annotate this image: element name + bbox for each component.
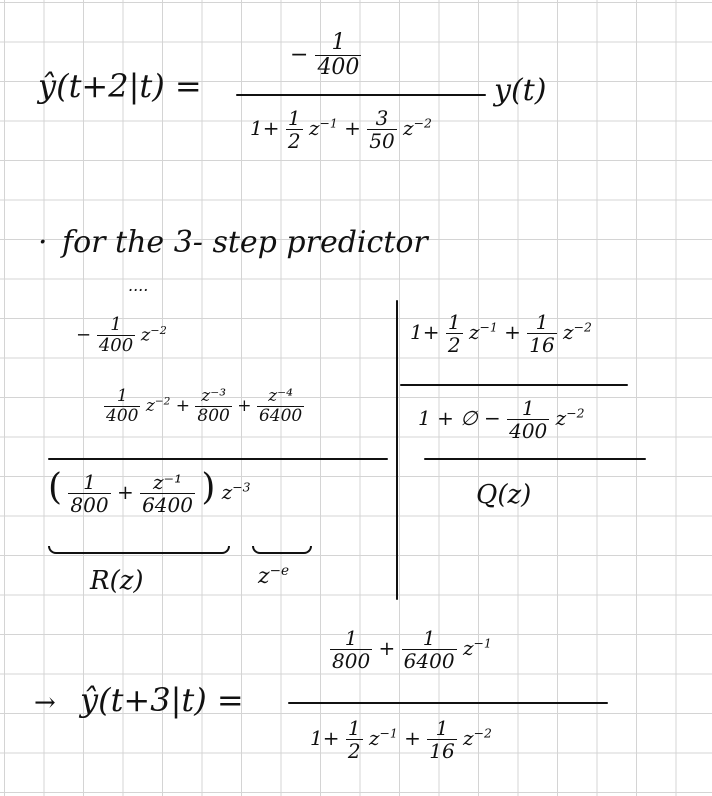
- divisor-f1-n: 1: [447, 310, 461, 334]
- eq1-den-z2: z: [403, 116, 414, 140]
- divisor-z1: z: [468, 320, 480, 344]
- sub-frac1: [104, 388, 140, 425]
- eq2-den-f2-d: 16: [429, 739, 455, 763]
- eq2-denominator: [310, 718, 492, 761]
- res-f1-d: 800: [70, 493, 109, 517]
- sub-p2: +: [237, 396, 252, 416]
- eq2-den-frac1: [346, 718, 363, 761]
- division-dots: ....: [128, 276, 149, 295]
- eq2-num-f1-d: 800: [332, 649, 371, 673]
- sub-f3-d: 6400: [258, 406, 303, 426]
- ze-underbrace: [252, 546, 312, 554]
- res-f2-d: 6400: [142, 493, 193, 517]
- sub-frac3: [257, 388, 304, 425]
- eq1-rhs: y(t): [494, 73, 547, 108]
- divisor-e1: −1: [479, 319, 498, 335]
- eq2-den-frac2: [427, 718, 456, 761]
- eq2-den-e2: −2: [473, 725, 492, 741]
- rem1-n: 1: [97, 316, 135, 336]
- res-frac1: [68, 472, 110, 515]
- res-z: z: [221, 480, 233, 504]
- divisor-f2-n: 1: [527, 312, 556, 334]
- eq1-num-d: 400: [317, 55, 360, 80]
- q-label: Q(z): [476, 480, 532, 510]
- divisor-z2: z: [563, 320, 574, 344]
- quotient-f-n: 1: [507, 398, 549, 420]
- eq1-den-f2-n: 3: [367, 108, 396, 130]
- divisor-frac1: [446, 312, 463, 355]
- eq1-den-z1: z: [308, 116, 320, 140]
- eq2-den-f2-n: 1: [427, 718, 456, 740]
- eq1-fraction-bar: [236, 94, 486, 96]
- division-vertical-bar: [396, 300, 398, 600]
- eq2-den-f1-d: 2: [347, 739, 361, 763]
- divisor-e2: −2: [573, 319, 592, 335]
- rem1-z: z: [140, 324, 151, 346]
- sub-f2-n: z⁻³: [195, 388, 231, 407]
- eq1-den-e1: −1: [319, 115, 338, 131]
- note-text: for the 3- step predictor: [62, 225, 428, 260]
- eq2-arrow: →: [34, 688, 56, 718]
- ze-label-e: −e: [269, 562, 290, 579]
- divisor-f2-d: 16: [529, 333, 555, 357]
- eq2-num-f1-n: 1: [330, 628, 372, 650]
- rem1-fraction: [97, 316, 135, 355]
- eq2-den-z1: z: [368, 726, 380, 750]
- res-f2-n: z⁻¹: [140, 472, 195, 494]
- eq1-den-f1-n: 1: [287, 106, 301, 130]
- quotient-e: −2: [566, 405, 585, 421]
- eq1-den-a: 1+: [250, 116, 280, 140]
- quotient-z: z: [555, 406, 567, 430]
- eq1-den-e2: −2: [413, 115, 432, 131]
- rem1-sign: −: [76, 324, 92, 346]
- ze-label-z: z: [258, 564, 270, 589]
- res-frac2: [140, 472, 195, 515]
- eq2-num-frac1: [330, 628, 372, 671]
- res-rp: ): [201, 467, 216, 508]
- res-lp: (: [48, 467, 63, 508]
- eq2-numerator: [330, 628, 492, 671]
- eq2-den-f1-n: 1: [347, 716, 361, 740]
- division-subtract-line: [48, 458, 388, 460]
- res-e: −3: [232, 479, 251, 495]
- sub-f1-d: 400: [106, 406, 139, 426]
- divisor: [410, 312, 592, 355]
- sub-z1: z: [145, 396, 155, 416]
- sub-f1-n: 1: [104, 388, 140, 407]
- eq1-lhs: ŷ(t+2|t) =: [38, 67, 202, 105]
- eq1-num-fraction: [315, 32, 361, 79]
- eq2-den-plus: +: [404, 726, 421, 750]
- rem1-d: 400: [98, 335, 134, 356]
- eq2-fraction-bar: [288, 702, 608, 704]
- quotient-f-d: 400: [509, 419, 548, 443]
- quotient-a: 1 + ∅ −: [418, 406, 501, 430]
- eq2-num-e: −1: [473, 635, 492, 651]
- sub-e1: −2: [154, 395, 171, 408]
- eq2-num-f2-d: 6400: [403, 649, 455, 673]
- division-subtrahend: [104, 388, 304, 425]
- eq2-lhs: ŷ(t+3|t) =: [80, 681, 244, 719]
- division-result: [48, 467, 251, 517]
- ze-label: [258, 562, 290, 589]
- eq2-num-plus: +: [378, 636, 396, 660]
- sub-f3-n: z⁻⁴: [257, 388, 304, 407]
- r-underbrace: [48, 546, 230, 554]
- eq2-num-f2-n: 1: [402, 628, 457, 650]
- eq1-den-f2-d: 50: [369, 129, 395, 153]
- sub-p1: +: [175, 396, 191, 416]
- res-f1-n: 1: [68, 472, 110, 494]
- eq1-den-frac1: [286, 108, 303, 151]
- eq2-den-z2: z: [463, 726, 474, 750]
- quotient: [418, 398, 584, 441]
- eq2-num-frac2: [402, 628, 457, 671]
- eq1-den-plus: +: [344, 116, 361, 140]
- rem1-e: −2: [150, 323, 167, 337]
- eq1-den-f1-d: 2: [287, 129, 301, 153]
- quotient-frac: [507, 398, 549, 441]
- eq1-num-n: 1: [315, 32, 361, 56]
- divisor-underline: [400, 384, 628, 386]
- divisor-a: 1+: [410, 320, 440, 344]
- r-label: R(z): [90, 566, 144, 596]
- eq1-numerator: [290, 32, 361, 79]
- eq1-num-sign: −: [290, 42, 309, 68]
- sub-frac2: [195, 388, 231, 425]
- eq2-den-e1: −1: [379, 725, 398, 741]
- eq2-den-a: 1+: [310, 726, 340, 750]
- eq1-den-frac2: [367, 108, 396, 151]
- quotient-underline: [424, 458, 646, 460]
- divisor-f1-d: 2: [447, 333, 461, 357]
- eq2-num-z: z: [462, 636, 474, 660]
- divisor-frac2: [527, 312, 556, 355]
- note-bullet: ·: [38, 225, 48, 260]
- res-plus: +: [116, 480, 134, 504]
- division-remainder-1: [76, 316, 167, 355]
- eq1-denominator: [250, 108, 432, 151]
- divisor-plus: +: [504, 320, 521, 344]
- sub-f2-d: 800: [197, 406, 230, 426]
